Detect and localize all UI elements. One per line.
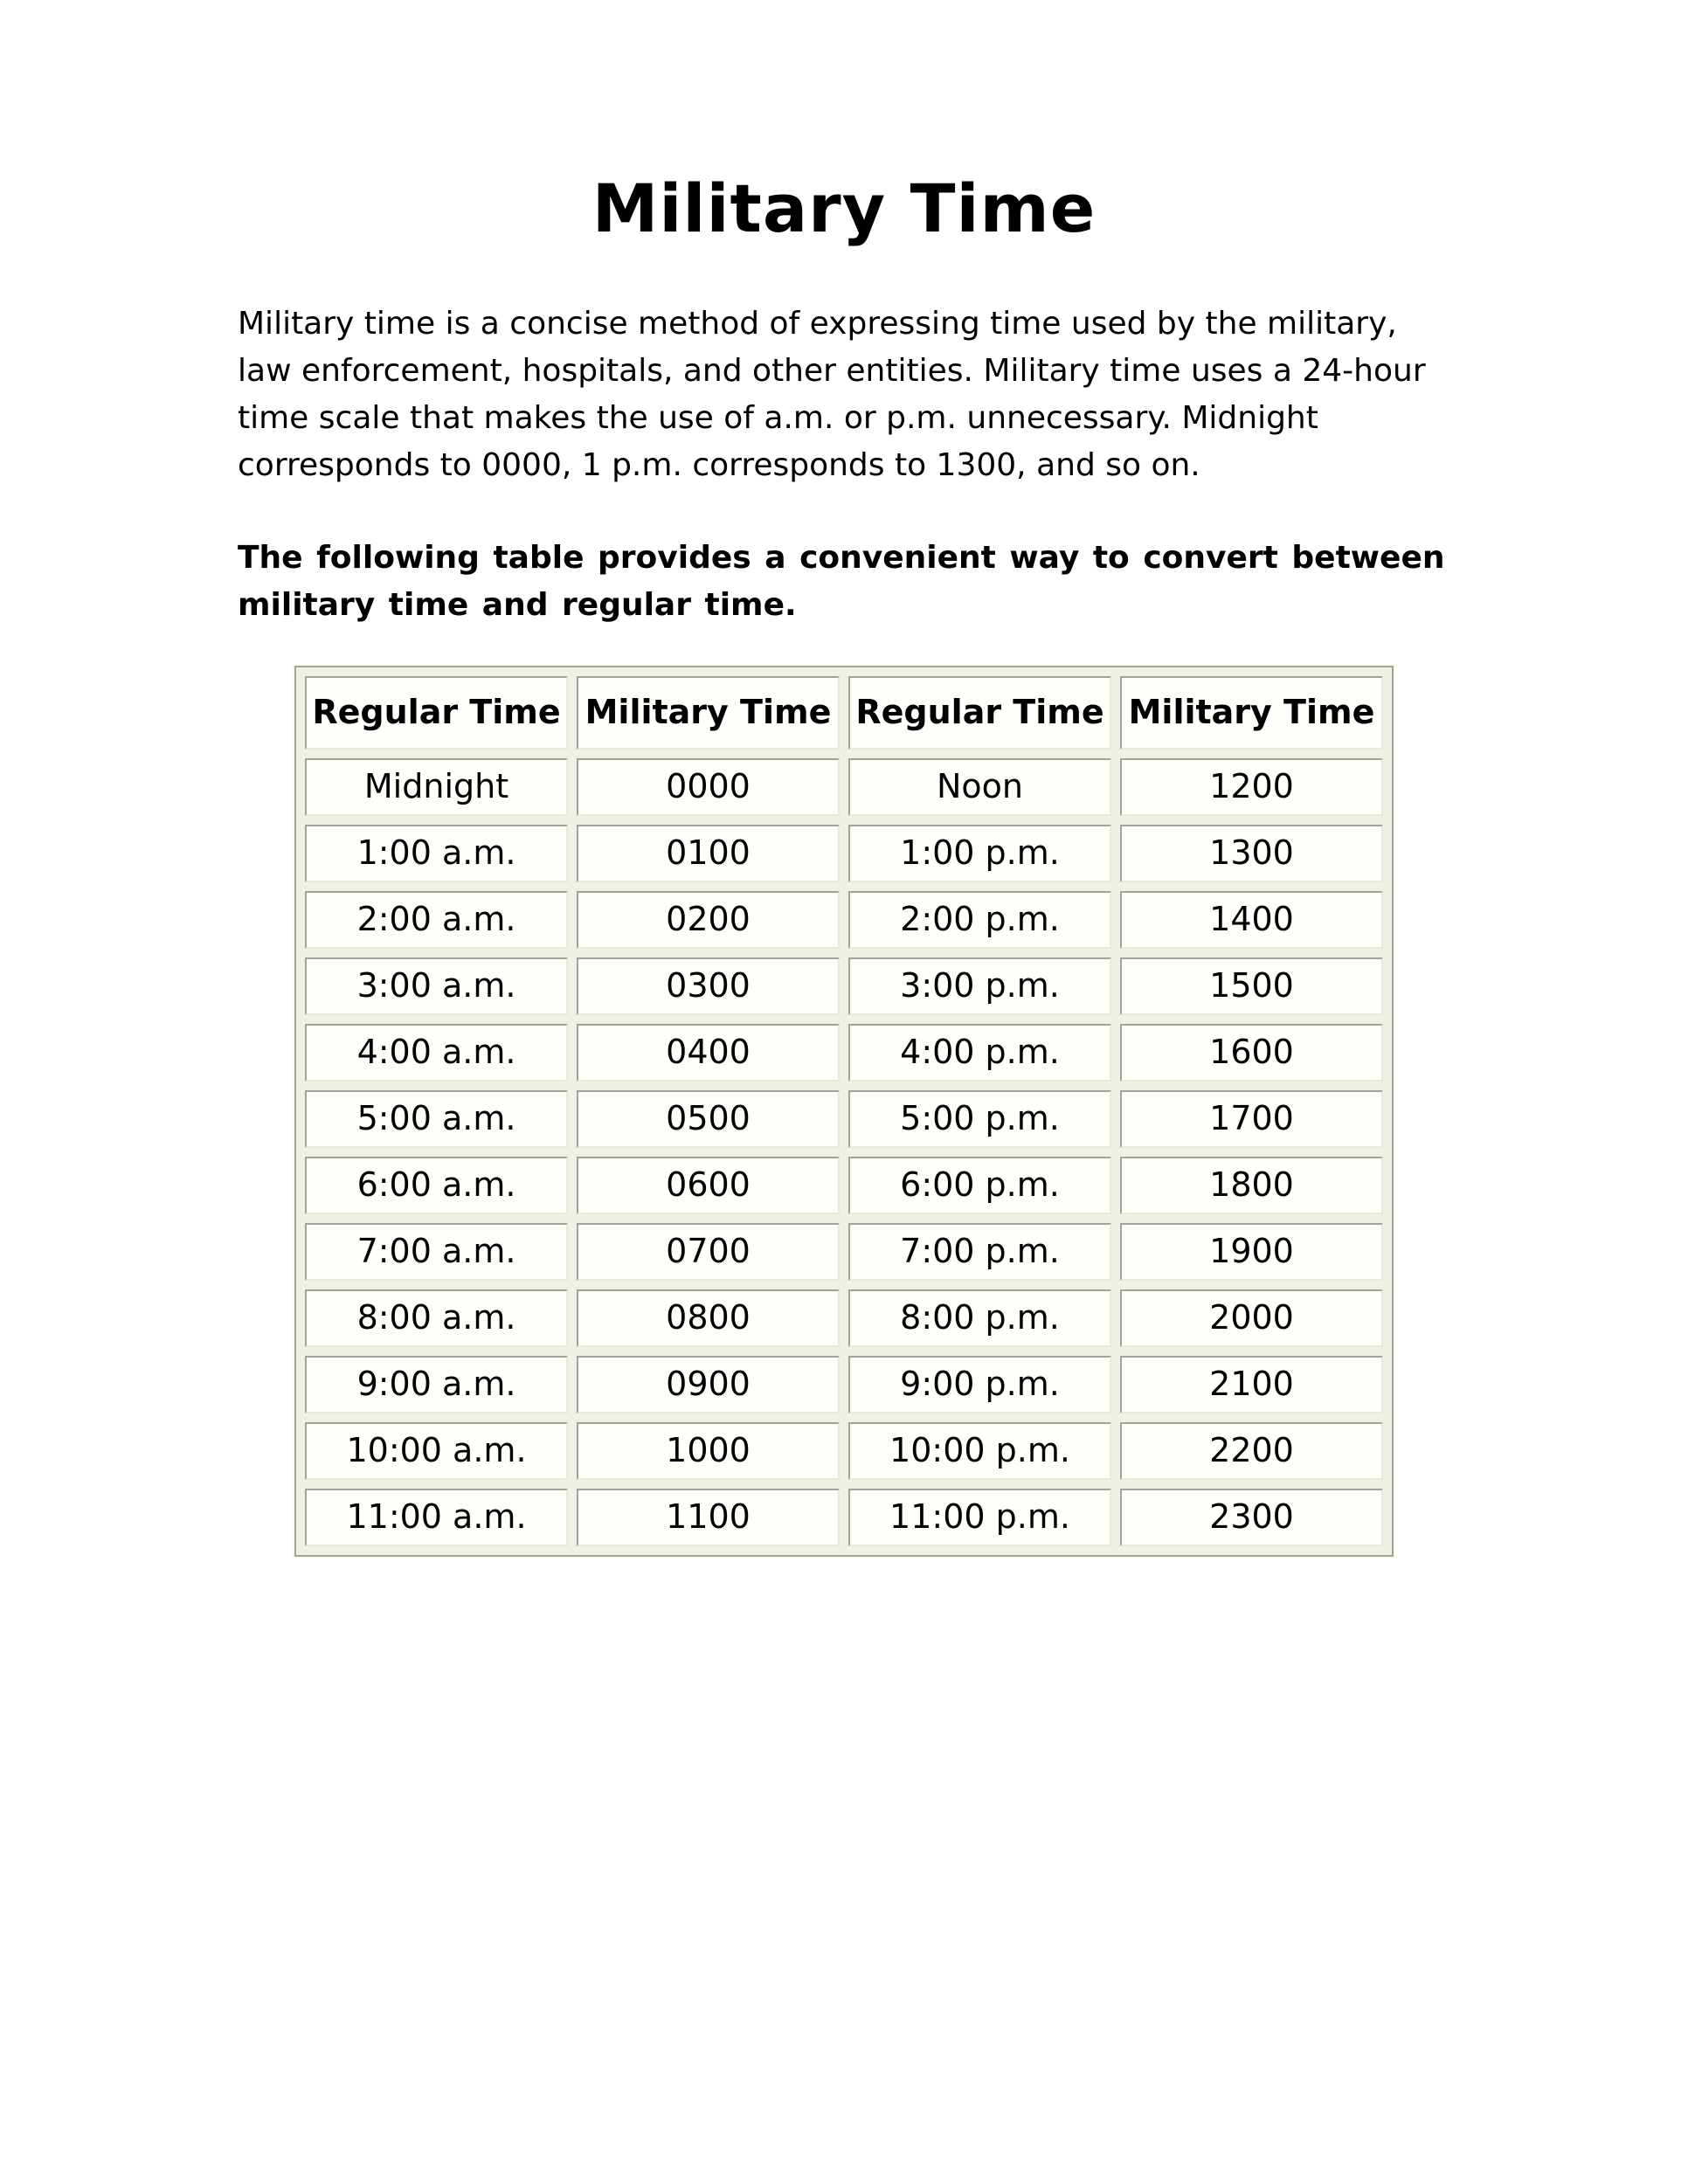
table-cell: 2:00 p.m. bbox=[848, 891, 1111, 949]
table-cell: 3:00 p.m. bbox=[848, 957, 1111, 1015]
table-cell: 0700 bbox=[577, 1223, 840, 1281]
table-cell: 1200 bbox=[1120, 758, 1383, 816]
table-row bbox=[305, 1024, 1383, 1082]
column-header: Military Time bbox=[577, 676, 840, 750]
table-cell: 2200 bbox=[1120, 1422, 1383, 1480]
table-row bbox=[305, 1422, 1383, 1480]
table-row bbox=[305, 758, 1383, 816]
table-cell: 11:00 a.m. bbox=[305, 1489, 568, 1546]
table-cell: 1900 bbox=[1120, 1223, 1383, 1281]
table-row bbox=[305, 1157, 1383, 1214]
conversion-table-grid bbox=[296, 667, 1392, 1555]
table-cell: 10:00 p.m. bbox=[848, 1422, 1111, 1480]
table-cell: 1:00 p.m. bbox=[848, 825, 1111, 882]
intro-paragraph: Military time is a concise method of expressing time used by the military, law enforcement, hospitals, and other entities. Military time uses a 24-hour time scale that makes the use of a.m. or p.m. unnecessary. Midnight corresponds to 0000, 1 p.m. corresponds to 1300, and so on. bbox=[238, 306, 1426, 484]
table-cell: 9:00 p.m. bbox=[848, 1356, 1111, 1413]
table-cell: 8:00 a.m. bbox=[305, 1289, 568, 1347]
table-cell: 1700 bbox=[1120, 1090, 1383, 1148]
table-row bbox=[305, 1289, 1383, 1347]
column-header: Regular Time bbox=[848, 676, 1111, 750]
table-cell: 1500 bbox=[1120, 957, 1383, 1015]
table-header-row bbox=[305, 676, 1383, 750]
table-row bbox=[305, 1356, 1383, 1413]
table-cell: 3:00 a.m. bbox=[305, 957, 568, 1015]
table-cell: 8:00 p.m. bbox=[848, 1289, 1111, 1347]
table-cell: 7:00 p.m. bbox=[848, 1223, 1111, 1281]
table-cell: 9:00 a.m. bbox=[305, 1356, 568, 1413]
table-cell: 2100 bbox=[1120, 1356, 1383, 1413]
table-cell: 0200 bbox=[577, 891, 840, 949]
table-intro-paragraph: The following table provides a convenient way to convert between military time and regular time. bbox=[238, 540, 1445, 624]
table-cell: 1100 bbox=[577, 1489, 840, 1546]
table-cell: 2:00 a.m. bbox=[305, 891, 568, 949]
table-cell: 1000 bbox=[577, 1422, 840, 1480]
table-cell: 5:00 p.m. bbox=[848, 1090, 1111, 1148]
column-header: Military Time bbox=[1120, 676, 1383, 750]
table-cell: 0000 bbox=[577, 758, 840, 816]
table-row bbox=[305, 957, 1383, 1015]
table-row bbox=[305, 825, 1383, 882]
table-cell: 10:00 a.m. bbox=[305, 1422, 568, 1480]
table-cell: Noon bbox=[848, 758, 1111, 816]
table-row bbox=[305, 891, 1383, 949]
table-cell: 4:00 a.m. bbox=[305, 1024, 568, 1082]
table-cell: 5:00 a.m. bbox=[305, 1090, 568, 1148]
table-cell: 0500 bbox=[577, 1090, 840, 1148]
table-cell: 4:00 p.m. bbox=[848, 1024, 1111, 1082]
table-cell: 7:00 a.m. bbox=[305, 1223, 568, 1281]
table-cell: 0600 bbox=[577, 1157, 840, 1214]
table-cell: 1400 bbox=[1120, 891, 1383, 949]
table-row bbox=[305, 1090, 1383, 1148]
conversion-table bbox=[294, 666, 1394, 1557]
table-cell: 1800 bbox=[1120, 1157, 1383, 1214]
table-cell: 11:00 p.m. bbox=[848, 1489, 1111, 1546]
table-cell: 6:00 a.m. bbox=[305, 1157, 568, 1214]
table-cell: 6:00 p.m. bbox=[848, 1157, 1111, 1214]
table-cell: Midnight bbox=[305, 758, 568, 816]
table-cell: 0800 bbox=[577, 1289, 840, 1347]
table-cell: 2300 bbox=[1120, 1489, 1383, 1546]
table-cell: 1:00 a.m. bbox=[305, 825, 568, 882]
table-cell: 0900 bbox=[577, 1356, 840, 1413]
table-row bbox=[305, 1489, 1383, 1546]
table-cell: 1300 bbox=[1120, 825, 1383, 882]
table-row bbox=[305, 1223, 1383, 1281]
page-title: Military Time bbox=[591, 169, 1097, 247]
table-cell: 1600 bbox=[1120, 1024, 1383, 1082]
table-cell: 0300 bbox=[577, 957, 840, 1015]
column-header: Regular Time bbox=[305, 676, 568, 750]
table-cell: 2000 bbox=[1120, 1289, 1383, 1347]
table-cell: 0400 bbox=[577, 1024, 840, 1082]
table-cell: 0100 bbox=[577, 825, 840, 882]
